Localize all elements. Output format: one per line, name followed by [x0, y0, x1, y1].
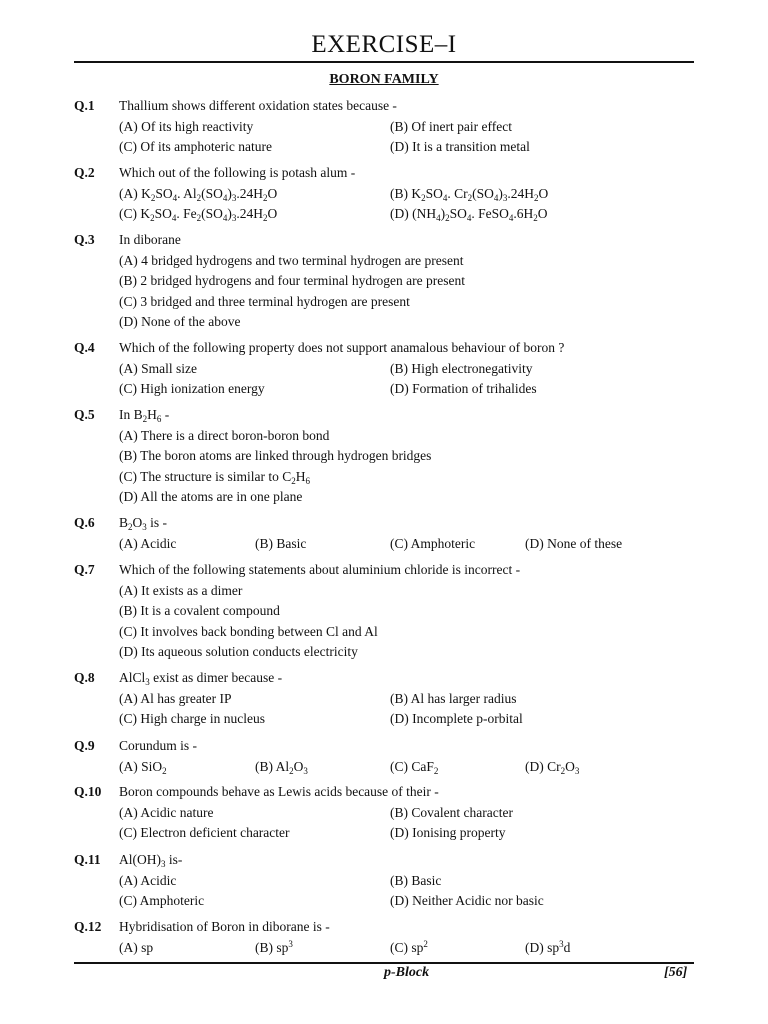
- option-a: (A) Acidic nature: [119, 804, 214, 820]
- option-d: (D) $sp^3d$: [525, 938, 571, 955]
- option-a: (A) $K_2SO_4$. $Al_2(SO_4)_3.24H_2O$: [119, 185, 278, 203]
- question-12: [74, 917, 694, 958]
- question-4: [74, 338, 694, 400]
- option-d: (D) All the atoms are in one plane: [119, 489, 303, 504]
- question-stem: Corundum is -: [119, 738, 198, 753]
- question-number: Q.9: [74, 738, 95, 753]
- option-c: (C) The structure is similar to $C_2H_6$: [119, 468, 310, 486]
- question-number: Q.2: [74, 165, 95, 180]
- question-9: [74, 736, 694, 777]
- question-stem: $B_2O_3$ is -: [119, 515, 168, 532]
- option-b: (B) $sp^3$: [255, 938, 293, 955]
- question-stem: $Al(OH)_3$ is-: [119, 852, 183, 869]
- option-b: (B) High electronegativity: [390, 360, 533, 376]
- option-c: (C) 3 bridged and three terminal hydrogen are present: [119, 293, 410, 309]
- question-number: Q.8: [74, 670, 95, 685]
- option-b: (B) Basic: [390, 872, 442, 888]
- question-6: [74, 513, 694, 554]
- option-c: (C) It involves back bonding between Cl and Al: [119, 623, 378, 639]
- question-stem: Which out of the following is potash alum -: [119, 165, 356, 180]
- question-stem: Which of the following statements about aluminium chloride is incorrect -: [119, 562, 521, 577]
- option-c: (C) Amphoteric: [119, 893, 205, 908]
- option-d: (D) Neither Acidic nor basic: [390, 893, 544, 908]
- option-b: (B) 2 bridged hydrogens and four terminal hydrogen are present: [119, 273, 466, 288]
- section-title: BORON FAMILY: [329, 72, 439, 87]
- option-b: (B) Covalent character: [390, 804, 513, 820]
- question-number: Q.6: [74, 515, 95, 530]
- option-d: (D) $(NH_4)_2SO_4$. $FeSO_4.6H_2O$: [390, 206, 548, 223]
- option-b: (B) $K_2SO_4$. $Cr_2(SO_4)_3.24H_2O$: [390, 185, 549, 203]
- option-d: (D) Ionising property: [390, 825, 506, 840]
- option-b: (B) Basic: [255, 535, 307, 551]
- question-1: [74, 96, 694, 158]
- option-a: (A) Acidic: [119, 872, 177, 888]
- page-title: EXERCISE–I: [311, 31, 457, 58]
- option-c: (C) CaF$_2$: [390, 758, 439, 776]
- question-number: Q.11: [74, 852, 101, 867]
- question-5: [74, 405, 694, 508]
- question-10: [74, 782, 694, 844]
- option-c: (C) High ionization energy: [119, 381, 265, 396]
- option-b: (B) Al has larger radius: [390, 690, 517, 706]
- option-b: (B) It is a covalent compound: [119, 603, 280, 618]
- question-number: Q.12: [74, 919, 102, 934]
- option-c: (C) $K_2SO_4$. $Fe_2(SO_4)_3.24H_2O$: [119, 206, 278, 223]
- option-d: (D) None of these: [525, 535, 623, 551]
- option-d: (D) None of the above: [119, 314, 241, 329]
- option-c: (C) High charge in nucleus: [119, 711, 265, 726]
- option-b: (B) $Al_2O_3$: [255, 758, 308, 776]
- option-d: (D) Formation of trihalides: [390, 381, 537, 396]
- question-7: [74, 560, 694, 663]
- question-3: [74, 230, 694, 333]
- option-b: (B) The boron atoms are linked through hydrogen bridges: [119, 448, 432, 463]
- question-number: Q.10: [74, 784, 102, 799]
- question-number: Q.7: [74, 562, 95, 577]
- question-number: Q.1: [74, 98, 95, 113]
- question-stem: Thallium shows different oxidation states because -: [119, 98, 397, 113]
- header-rule: [74, 61, 694, 63]
- option-d: (D) Its aqueous solution conducts electricity: [119, 644, 358, 659]
- option-d: (D) It is a transition metal: [390, 139, 530, 154]
- footer-rule: [74, 962, 694, 964]
- option-b: (B) Of inert pair effect: [390, 118, 512, 134]
- question-number: Q.4: [74, 340, 95, 355]
- option-a: (A) 4 bridged hydrogens and two terminal hydrogen are present: [119, 252, 464, 268]
- option-a: (A) Small size: [119, 360, 197, 376]
- question-8: [74, 668, 694, 730]
- question-number: Q.5: [74, 407, 95, 422]
- option-a: (A) Acidic: [119, 535, 177, 551]
- option-a: (A) There is a direct boron-boron bond: [119, 427, 330, 443]
- page-number: [56]: [664, 965, 688, 980]
- question-stem: Boron compounds behave as Lewis acids because of their -: [119, 784, 439, 799]
- question-11: [74, 850, 694, 912]
- question-stem: In diborane: [119, 232, 181, 247]
- option-d: (D) $Cr_2O_3$: [525, 758, 580, 776]
- option-c: (C) Of its amphoteric nature: [119, 139, 272, 154]
- option-a: (A) Of its high reactivity: [119, 118, 254, 134]
- option-d: (D) Incomplete p-orbital: [390, 711, 523, 726]
- footer-title: p-Block: [384, 965, 430, 980]
- question-stem: Hybridisation of Boron in diborane is -: [119, 919, 330, 934]
- question-number: Q.3: [74, 232, 95, 247]
- option-a: (A) SiO$_2$: [119, 758, 167, 776]
- option-a: (A) It exists as a dimer: [119, 582, 243, 598]
- question-stem: In $B_2H_6$ -: [119, 407, 170, 424]
- question-stem: AlCl$_3$ exist as dimer because -: [119, 670, 283, 687]
- option-a: (A) Al has greater IP: [119, 690, 232, 706]
- option-c: (C) Amphoteric: [390, 535, 476, 551]
- question-2: [74, 163, 694, 225]
- option-c: (C) $sp^2$: [390, 938, 428, 955]
- option-c: (C) Electron deficient character: [119, 825, 290, 840]
- option-a: (A) sp: [119, 939, 154, 955]
- question-stem: Which of the following property does not support anamalous behaviour of boron ?: [119, 340, 565, 355]
